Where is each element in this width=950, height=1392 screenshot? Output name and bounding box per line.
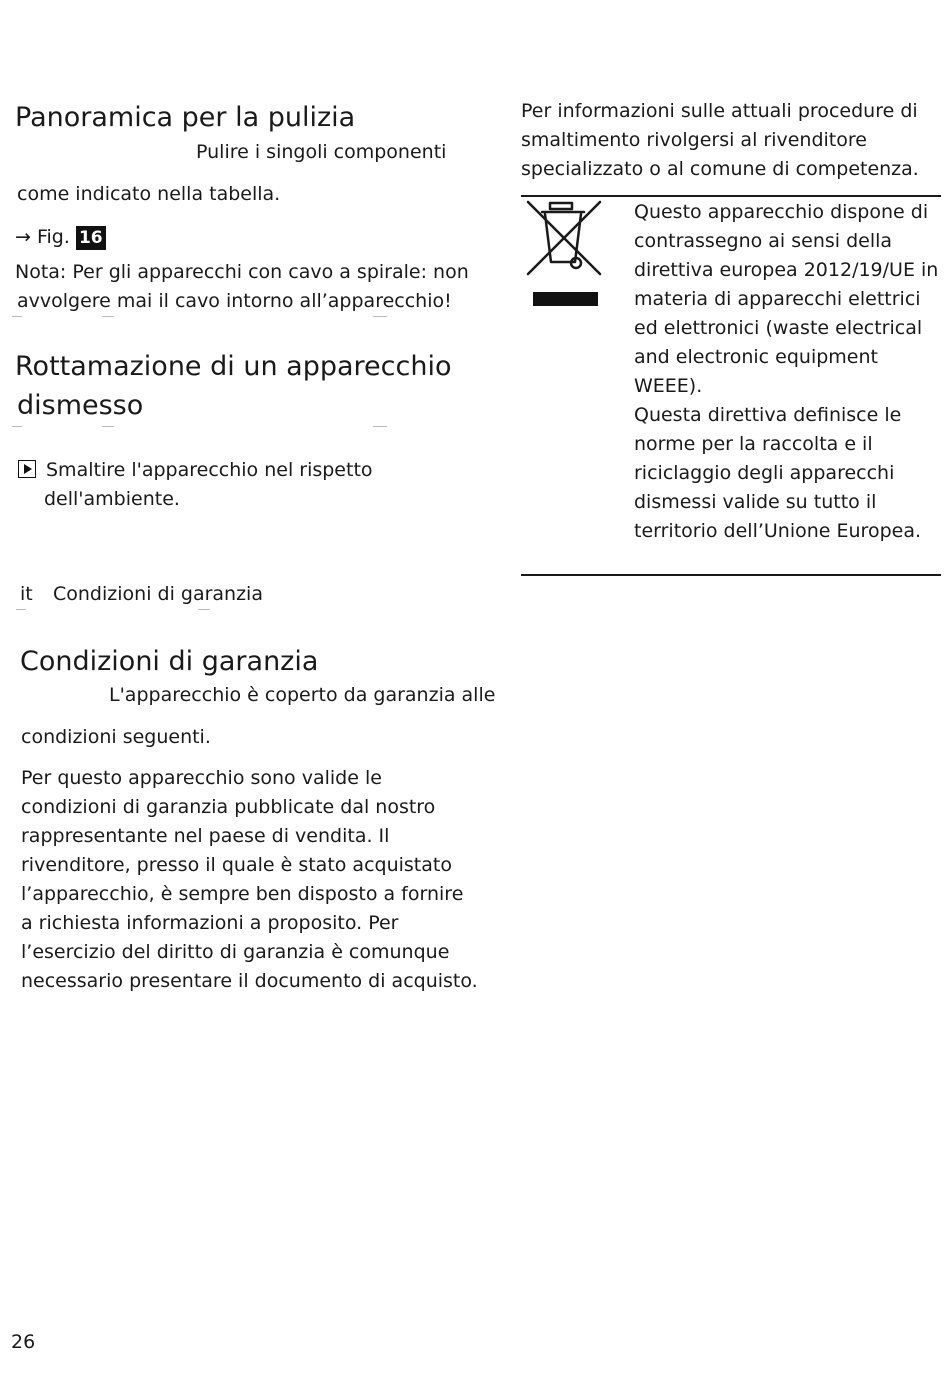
warranty-body-line: l’esercizio del diritto di garanzia è comunque bbox=[21, 941, 450, 963]
disposal-title-line-1: Rottamazione di un apparecchio bbox=[15, 351, 452, 382]
page-number: 26 bbox=[11, 1331, 36, 1353]
weee-line: norme per la raccolta e il bbox=[634, 433, 873, 455]
weee-line: direttiva europea 2012/19/UE in bbox=[634, 259, 939, 281]
weee-line: riciclaggio degli apparecchi bbox=[634, 462, 895, 484]
weee-line: territorio dell’Unione Europea. bbox=[634, 520, 922, 542]
action-arrow-icon bbox=[18, 460, 36, 478]
warranty-line-1: L'apparecchio è coperto da garanzia alle bbox=[109, 684, 496, 706]
warranty-line-2: condizioni seguenti. bbox=[21, 726, 211, 748]
weee-line: Questo apparecchio dispone di bbox=[634, 201, 929, 223]
scan-mark bbox=[198, 609, 210, 610]
scan-mark bbox=[102, 316, 114, 317]
warranty-body-line: a richiesta informazioni a proposito. Per bbox=[21, 912, 399, 934]
note-line-2: avvolgere mai il cavo intorno all’apparecchio! bbox=[17, 290, 452, 312]
disposal-step-text: Smaltire l'apparecchio nel rispetto bbox=[46, 459, 373, 481]
warranty-title: Condizioni di garanzia bbox=[20, 646, 319, 677]
warranty-body-line: l’apparecchio, è sempre ben disposto a fornire bbox=[21, 883, 464, 905]
header-section: Condizioni di garanzia bbox=[53, 583, 263, 605]
scan-mark bbox=[373, 426, 387, 427]
weee-line: dismessi valide su tutto il bbox=[634, 491, 877, 513]
scan-mark bbox=[12, 426, 22, 427]
disposal-info bbox=[521, 97, 919, 184]
fig-number-badge: 16 bbox=[76, 226, 106, 250]
scan-mark bbox=[373, 316, 387, 317]
divider-top bbox=[521, 195, 941, 197]
weee-text bbox=[634, 198, 938, 546]
cleaning-line-2: come indicato nella tabella. bbox=[17, 183, 281, 205]
warranty-body-line: necessario presentare il documento di acquisto. bbox=[21, 970, 478, 992]
fig-prefix: → Fig. bbox=[15, 226, 70, 248]
weee-line: materia di apparecchi elettrici bbox=[634, 288, 921, 310]
weee-line: ed elettronici (waste electrical bbox=[634, 317, 923, 339]
weee-line: contrassegno ai sensi della bbox=[634, 230, 893, 252]
warranty-body-line: condizioni di garanzia pubblicate dal nostro bbox=[21, 796, 436, 818]
warranty-body bbox=[21, 764, 478, 996]
disposal-step-line-1 bbox=[18, 456, 373, 485]
cleaning-title: Panoramica per la pulizia bbox=[15, 102, 356, 133]
disposal-info-line: specializzato o al comune di competenza. bbox=[521, 158, 919, 180]
weee-line: WEEE). bbox=[634, 375, 703, 397]
header-lang: it bbox=[20, 583, 33, 605]
warranty-body-line: rappresentante nel paese di vendita. Il bbox=[21, 825, 390, 847]
fig-reference bbox=[15, 223, 106, 252]
scan-mark bbox=[16, 609, 26, 610]
weee-line: Questa direttiva definisce le bbox=[634, 404, 902, 426]
divider-bottom bbox=[521, 574, 941, 576]
weee-crossed-bin-icon bbox=[526, 200, 604, 310]
disposal-info-line: Per informazioni sulle attuali procedure di bbox=[521, 100, 918, 122]
disposal-info-line: smaltimento rivolgersi al rivenditore bbox=[521, 129, 867, 151]
weee-line: and electronic equipment bbox=[634, 346, 878, 368]
disposal-step-line-2: dell'ambiente. bbox=[44, 488, 180, 510]
scan-mark bbox=[12, 316, 22, 317]
note-line-1: Nota: Per gli apparecchi con cavo a spirale: non bbox=[15, 261, 469, 283]
scan-mark bbox=[102, 426, 114, 427]
warranty-body-line: rivenditore, presso il quale è stato acquistato bbox=[21, 854, 452, 876]
disposal-title-line-2: dismesso bbox=[17, 390, 144, 421]
cleaning-line-1: Pulire i singoli componenti bbox=[196, 141, 447, 163]
warranty-body-line: Per questo apparecchio sono valide le bbox=[21, 767, 382, 789]
